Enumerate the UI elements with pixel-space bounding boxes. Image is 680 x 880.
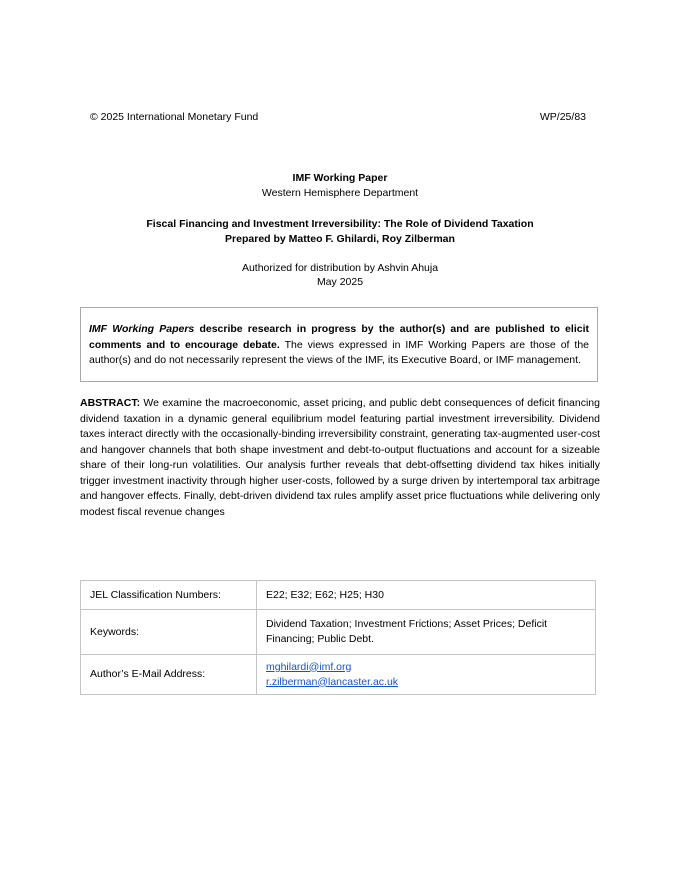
disclaimer-bold-text: describe research in progress by the author(s) and are published to elicit comments and to encourage debate. bbox=[89, 323, 589, 351]
email-label: Author’s E-Mail Address: bbox=[81, 655, 257, 695]
abstract-label: ABSTRACT: bbox=[80, 397, 141, 409]
email-link-zilberman[interactable]: r.zilberman@lancaster.ac.uk bbox=[266, 675, 399, 688]
keywords-label: Keywords: bbox=[81, 610, 257, 655]
authors: Prepared by Matteo F. Ghilardi, Roy Zilberman bbox=[225, 233, 455, 245]
disclaimer-italic-lead: IMF Working Papers bbox=[89, 323, 195, 335]
abstract-text: We examine the macroeconomic, asset pricing, and public debt consequences of deficit financing dividend taxation in a dynamic general equilibrium model featuring partial investment irreversibility. Dividend taxes interact directly with the occasionally-binding irreversibility constraint, generating tax-augmented user-cost and hangover channels that both shape investment and debt-to-output fluctuations and account for a sizeable share of their long-run volatilities. Our analysis further reveals that debt-offsetting dividend tax hikes initially trigger investment inactivity through higher user-costs, followed by a surge driven by intertemporal tax arbitrage and hangover effects. Finally, debt-driven dividend tax rules amplify asset price fluctuations while delivering only modest fiscal revenue changes bbox=[80, 397, 600, 518]
table-row bbox=[81, 655, 596, 695]
series-title: IMF Working Paper bbox=[292, 172, 388, 184]
email-values bbox=[257, 655, 596, 695]
table-row bbox=[81, 581, 596, 610]
publication-date: May 2025 bbox=[316, 276, 364, 288]
jel-label: JEL Classification Numbers: bbox=[81, 581, 257, 610]
department: Western Hemisphere Department bbox=[261, 187, 419, 199]
email-link-ghilardi[interactable]: mghilardi@imf.org bbox=[266, 660, 352, 673]
copyright-notice: © 2025 International Monetary Fund bbox=[90, 111, 259, 123]
paper-title: Fiscal Financing and Investment Irreversibility: The Role of Dividend Taxation bbox=[146, 218, 534, 230]
disclaimer-body: The views expressed in IMF Working Papers are those of the author(s) and do not necessarily represent the views of the IMF, its Executive Board, or IMF management. bbox=[89, 338, 590, 366]
table-row bbox=[81, 610, 596, 655]
authorized-by: Authorized for distribution by Ashvin Ahuja bbox=[241, 262, 439, 274]
abstract bbox=[80, 396, 600, 520]
metadata-table bbox=[80, 580, 596, 695]
keywords-value: Dividend Taxation; Investment Frictions; Asset Prices; Deficit Financing; Public Debt. bbox=[257, 610, 596, 655]
jel-value: E22; E32; E62; H25; H30 bbox=[257, 581, 596, 610]
paper-number: WP/25/83 bbox=[539, 111, 586, 123]
disclaimer-box bbox=[80, 307, 598, 382]
